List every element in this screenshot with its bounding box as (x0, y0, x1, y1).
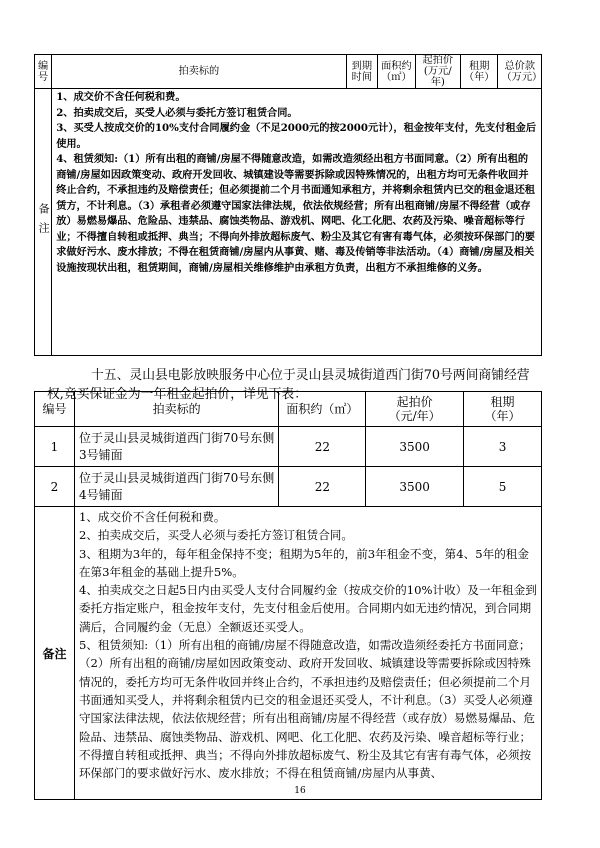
row-subject: 位于灵山县灵城街道西门街70号东侧4号铺面 (74, 467, 278, 507)
notes-label: 备注 (35, 89, 52, 356)
notes-content (74, 507, 541, 800)
table-header-row (35, 392, 542, 427)
notes-row (35, 89, 542, 356)
header-no: 编号 (35, 55, 52, 89)
table-header-row (35, 55, 542, 89)
page-number: 16 (294, 786, 306, 796)
row-subject: 位于灵山县灵城街道西门街70号东侧3号铺面 (74, 427, 278, 467)
note-item: 4、租赁须知:（1）所有出租的商铺/房屋不得随意改造，如需改造须经出租方书面同意。（2）所有出租的商铺/房屋如因政策变动、政府开发回收、城镇建设等需要拆除或因特殊情况的，出租方均可无条件收回并终止合约，不承担违约及赔偿责任；但必须提前二个月书面通知承租方，并将剩余租赁内已交的租金退还租赁方，不计利息。（3）承租者必须遵守国家法律法规，依法依规经营；所有出租商铺/房屋不得经营（或存放）易燃易爆品、危险品、违禁品、腐蚀类物品、游戏机、网吧、化工化肥、农药及污染、噪音超标等行业；不得擅自转租或抵押、典当；不得向外排放超标废气、粉尘及其它有害有毒气体，必须按环保部门的要求做好污水、废水排放；不得在租赁商铺/房屋内从事黄、赌、毒及传销等非法活动。（4）商铺/房屋及相关设施按现状出租，租赁期间，商铺/房屋相关维修维护由承租方负责，出租方不承担维修的义务。 (56, 153, 535, 274)
section-heading: 十五、灵山县电影放映服务中心位于灵山县灵城街道西门街70号两间商铺经营权,竞买保证金为一年租金起拍价，详见下表： (47, 367, 530, 402)
row-area: 22 (279, 467, 366, 507)
note-item: 4、拍卖成交之日起5日内由买受人支付合同履约金（按成交价的10%计收）及一年租金到委托方指定账户，租金按年支付，先支付租金后使用。合同期内如无违约情况，到合同期满后，合同履约金（无息）全额返还买受人。 (78, 583, 537, 634)
row-no: 1 (35, 427, 75, 467)
header-area: 面积约（㎡） (279, 392, 366, 427)
header-subject: 拍卖标的 (74, 392, 278, 427)
notes-content (52, 89, 542, 356)
note-item: 1、成交价不含任何税和费。 (78, 510, 226, 524)
header-term: 租期 （年） (464, 392, 542, 427)
row-term: 5 (464, 467, 542, 507)
header-area: 面积约 （㎡） (378, 55, 416, 89)
header-start-price: 起拍价 （元/年） (366, 392, 464, 427)
header-start-price: 起拍价 (万元/年) (415, 55, 460, 89)
row-area: 22 (279, 427, 366, 467)
row-start-price: 3500 (366, 427, 464, 467)
note-item: 1、成交价不含任何税和费。 (56, 91, 186, 103)
row-no: 2 (35, 467, 75, 507)
header-total-rent: 总价款 （万元） (498, 55, 542, 89)
notes-row (35, 507, 542, 800)
header-expiry: 到期 时间 (346, 55, 378, 89)
auction-table-15 (34, 391, 542, 800)
note-item: 3、租期为3年的，每年租金保持不变；租期为5年的，前3年租金不变，第4、5年的租金在第3年租金的基础上提升5%。 (78, 546, 529, 579)
note-item: 3、买受人按成交价的10%支付合同履约金（不足2000元的按2000元计），租金按年支付，先支付租金后使用。 (56, 122, 537, 150)
header-term: 租期 （年） (460, 55, 498, 89)
note-item: 5、租赁须知:（1）所有出租的商铺/房屋不得随意改造，如需改造须经委托方书面同意；（2）所有出租的商铺/房屋如因政策变动、政府开发回收、城镇建设等需要拆除或因特殊情况的，委托方均可无条件收回并终止合约，不承担违约及赔偿责任；但必须提前二个月书面通知买受人，并将剩余租赁内已交的租金退还买受人，不计利息。（3）买受人必须遵守国家法律法规，依法依规经营；所有出租商铺/房屋不得经营（或存放）易燃易爆品、危险品、违禁品、腐蚀类物品、游戏机、网吧、化工化肥、农药及污染、噪音超标等行业；不得擅自转租或抵押、典当；不得向外排放超标废气、粉尘及其它有害有毒气体，必须按环保部门的要求做好污水、废水排放；不得在租赁商铺/房屋内从事黄、 (78, 638, 536, 781)
auction-table-14 (34, 54, 542, 356)
table-row (35, 427, 542, 467)
note-item: 2、拍卖成交后，买受人必须与委托方签订租赁合同。 (78, 528, 353, 543)
notes-label: 备注 (35, 507, 75, 800)
table-row (35, 467, 542, 507)
note-item: 2、拍卖成交后，买受人必须与委托方签订租赁合同。 (56, 106, 298, 119)
row-term: 3 (464, 427, 542, 467)
header-subject: 拍卖标的 (52, 55, 346, 89)
header-no: 编号 (35, 392, 75, 427)
row-start-price: 3500 (366, 467, 464, 507)
